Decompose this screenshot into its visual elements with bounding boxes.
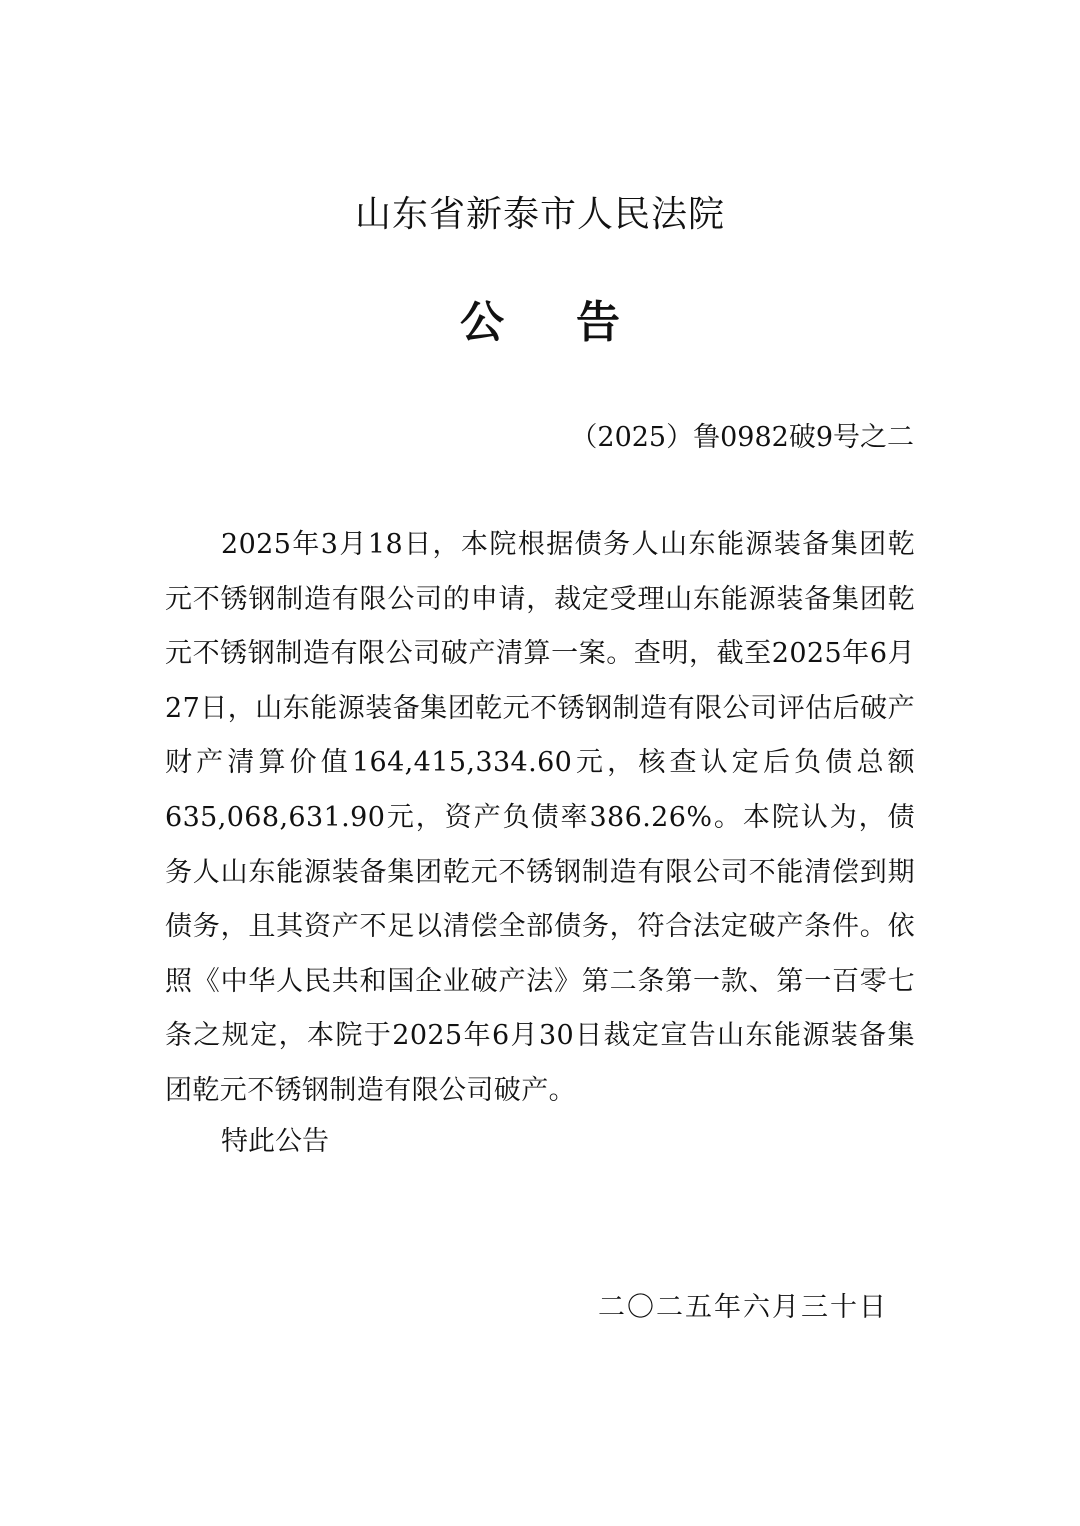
court-name: 山东省新泰市人民法院 — [354, 194, 725, 235]
case-number: （2025）鲁0982破9号之二 — [570, 422, 914, 453]
document-title: 公告 — [460, 297, 692, 348]
closing-phrase: 特此公告 — [221, 1126, 329, 1157]
issue-date: 二〇二五年六月三十日 — [598, 1292, 888, 1323]
announcement-body: 2025年3月18日，本院根据债务人山东能源装备集团乾元不锈钢制造有限公司的申请，裁定受理山东能源装备集团乾元不锈钢制造有限公司破产清算一案。查明，截至2025年6月27日，山东能源装备集团乾元不锈钢制造有限公司评估后破产财产清算价值164,415,334.60元，核查认定后负债总额635,068,631.90元，资产负债率386.26%。本院认为，债务人山东能源装备集团乾元不锈钢制造有限公司不能清偿到期债务，且其资产不足以清偿全部债务，符合法定破产条件。依照《中华人民共和国企业破产法》第二条第一款、第一百零七条之规定，本院于2025年6月30日裁定宣告山东能源装备集团乾元不锈钢制造有限公司破产。 — [165, 529, 915, 1106]
